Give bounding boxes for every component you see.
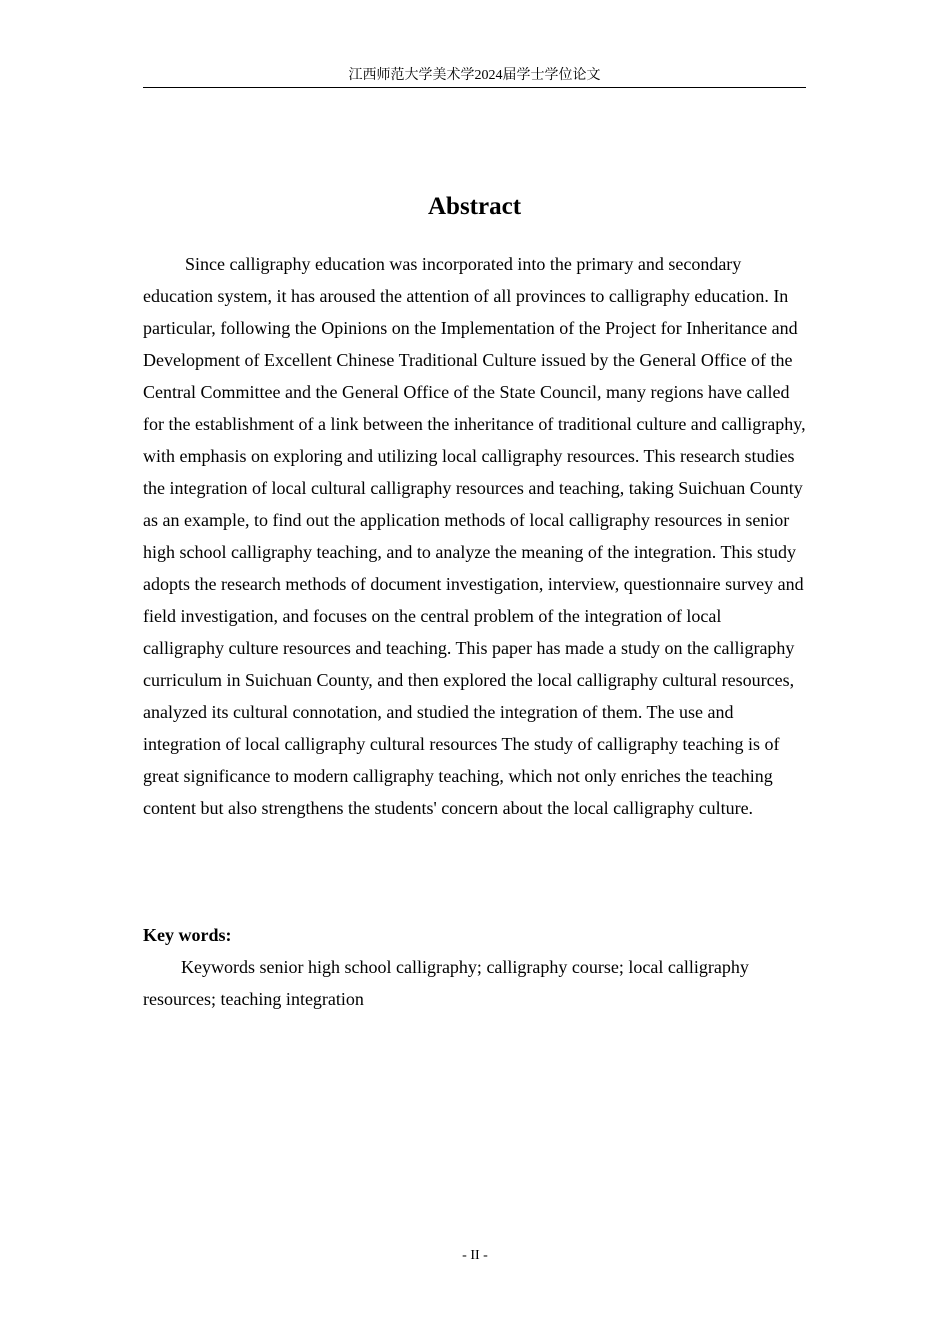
- page-number: - II -: [462, 1248, 488, 1263]
- running-header: 江西师范大学美术学2024届学士学位论文: [143, 66, 806, 88]
- abstract-paragraph: Since calligraphy education was incorporated into the primary and secondary education system, it has aroused the attention of all provinces to calligraphy education. In particular, following the Opinions on the Implementation of the Project for Inheritance and Development of Excellent Chinese Traditional Culture issued by the General Office of the Central Committee and the General Office of the State Council, many regions have called for the establishment of a link between the inheritance of traditional culture and calligraphy, with emphasis on exploring and utilizing local calligraphy resources. This research studies the integration of local cultural calligraphy resources and teaching, taking Suichuan County as an example, to find out the application methods of local calligraphy resources in senior high school calligraphy teaching, and to analyze the meaning of the integration. This study adopts the research methods of document investigation, interview, questionnaire survey and field investigation, and focuses on the central problem of the integration of local calligraphy culture resources and teaching. This paper has made a study on the calligraphy curriculum in Suichuan County, and then explored the local calligraphy cultural resources, analyzed its cultural connotation, and studied the integration of them. The use and integration of local calligraphy cultural resources The study of calligraphy teaching is of great significance to modern calligraphy teaching, which not only enriches the teaching content but also strengthens the students' concern about the local calligraphy culture.: [143, 254, 806, 818]
- keywords-text: Keywords senior high school calligraphy; calligraphy course; local calligraphy resources; teaching integration: [143, 957, 749, 1009]
- keywords-heading: Key words:: [143, 925, 232, 945]
- page-title: Abstract: [427, 193, 522, 220]
